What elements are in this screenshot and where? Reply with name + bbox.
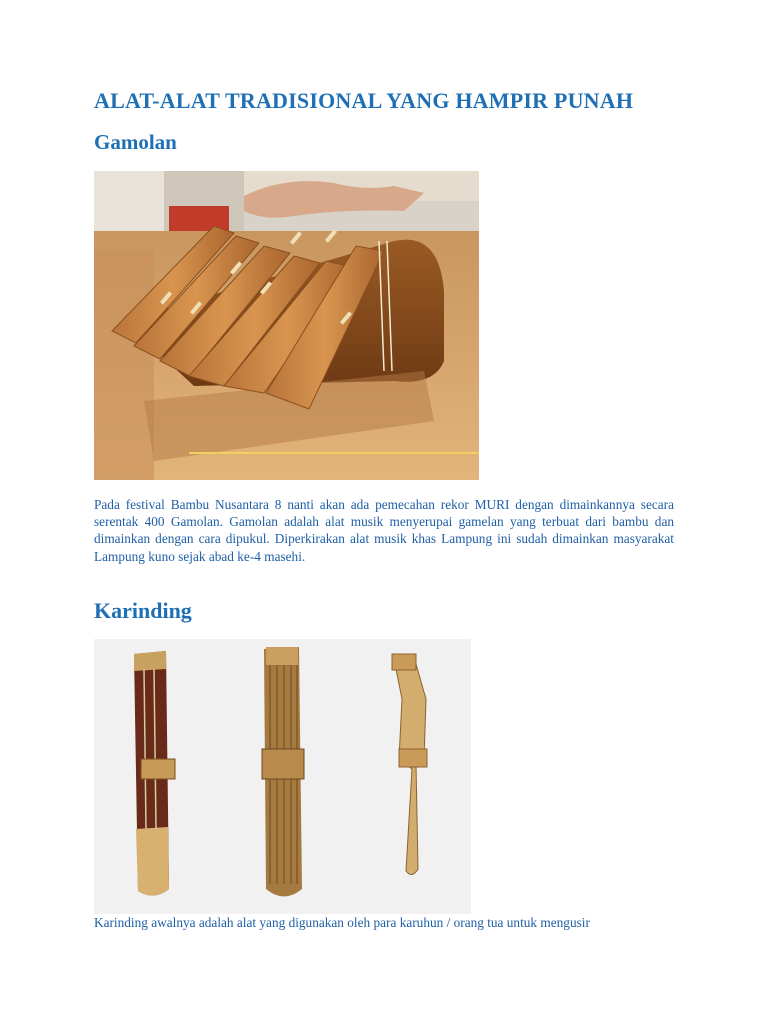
section-heading-gamolan: Gamolan (94, 130, 177, 154)
document-title: ALAT-ALAT TRADISIONAL YANG HAMPIR PUNAH (94, 88, 634, 113)
section-heading-karinding: Karinding (94, 598, 192, 623)
karinding-paragraph: Karinding awalnya adalah alat yang digunakan oleh para karuhun / orang tua untuk mengusir (94, 915, 590, 930)
gamolan-photo (94, 171, 479, 480)
gamolan-paragraph: Pada festival Bambu Nusantara 8 nanti akan ada pemecahan rekor MURI dengan dimainkannya secara serentak 400 Gamolan. Gamolan adalah alat musik menyerupai gamelan yang terbuat dari bambu dan dimainkan dengan cara dipukul. Diperkirakan alat musik khas Lampung ini sudah dimainkan masyarakat Lampung kuno sejak abad ke-4 masehi. (94, 497, 674, 564)
karinding-photo (94, 639, 471, 914)
